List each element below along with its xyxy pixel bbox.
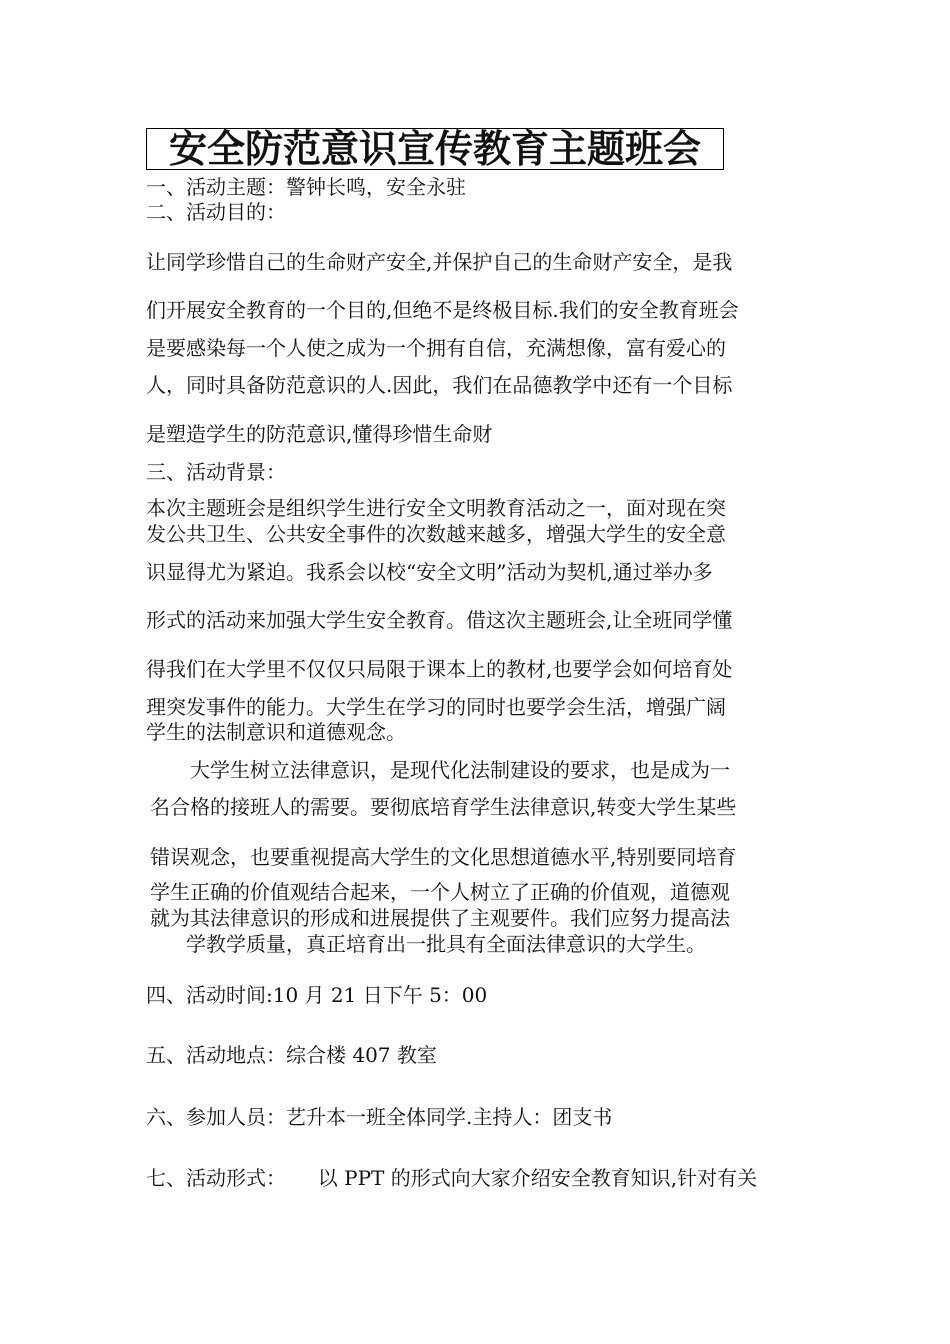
background-line-1: 本次主题班会是组织学生进行安全文明教育活动之一，面对现在突 [146, 496, 726, 520]
activity-form: 七、活动形式： 以 PPT 的形式向大家介绍安全教育知识,针对有关 [146, 1166, 758, 1190]
activity-purpose-heading: 二、活动目的： [146, 200, 286, 224]
background-line-2: 发公共卫生、公共安全事件的次数越来越多，增强大学生的安全意 [146, 522, 726, 546]
purpose-line-1: 让同学珍惜自己的生命财产安全,并保护自己的生命财产安全，是我 [146, 250, 733, 274]
law-line-2: 名合格的接班人的需要。要彻底培育学生法律意识,转变大学生某些 [150, 795, 737, 819]
law-line-4: 学生正确的价值观结合起来，一个人树立了正确的价值观，道德观 [150, 880, 730, 904]
law-line-1: 大学生树立法律意识，是现代化法制建设的要求，也是成为一 [190, 758, 730, 782]
background-line-4: 形式的活动来加强大学生安全教育。借这次主题班会,让全班同学懂 [146, 608, 733, 632]
purpose-line-4: 人，同时具备防范意识的人.因此，我们在品德教学中还有一个目标 [146, 373, 733, 397]
purpose-line-3: 是要感染每一个人使之成为一个拥有自信，充满想像，富有爱心的 [146, 336, 726, 360]
activity-theme: 一、活动主题：警钟长鸣，安全永驻 [146, 175, 466, 199]
participants: 六、参加人员：艺升本一班全体同学.主持人：团支书 [146, 1105, 613, 1129]
background-line-3: 识显得尤为紧迫。我系会以校“安全文明”活动为契机,通过举办多 [146, 560, 713, 584]
law-line-5: 就为其法律意识的形成和进展提供了主观要件。我们应努力提高法 [150, 906, 730, 930]
purpose-line-5: 是塑造学生的防范意识,懂得珍惜生命财 [146, 422, 493, 446]
law-line-6: 学教学质量，真正培育出一批具有全面法律意识的大学生。 [186, 932, 706, 956]
activity-time: 四、活动时间:10 月 21 日下午 5：00 [146, 983, 488, 1007]
background-line-7: 学生的法制意识和道德观念。 [146, 720, 406, 744]
document-title: 安全防范意识宣传教育主题班会 [146, 128, 724, 170]
background-line-5: 得我们在大学里不仅仅只局限于课本上的教材,也要学会如何培育处 [146, 657, 733, 681]
background-line-6: 理突发事件的能力。大学生在学习的同时也要学会生活，增强广阔 [146, 695, 726, 719]
purpose-line-2: 们开展安全教育的一个目的,但绝不是终极目标.我们的安全教育班会 [146, 298, 739, 322]
activity-background-heading: 三、活动背景： [146, 460, 286, 484]
activity-location: 五、活动地点：综合楼 407 教室 [146, 1043, 437, 1067]
law-line-3: 错误观念，也要重视提高大学生的文化思想道德水平,特别要同培育 [150, 845, 737, 869]
